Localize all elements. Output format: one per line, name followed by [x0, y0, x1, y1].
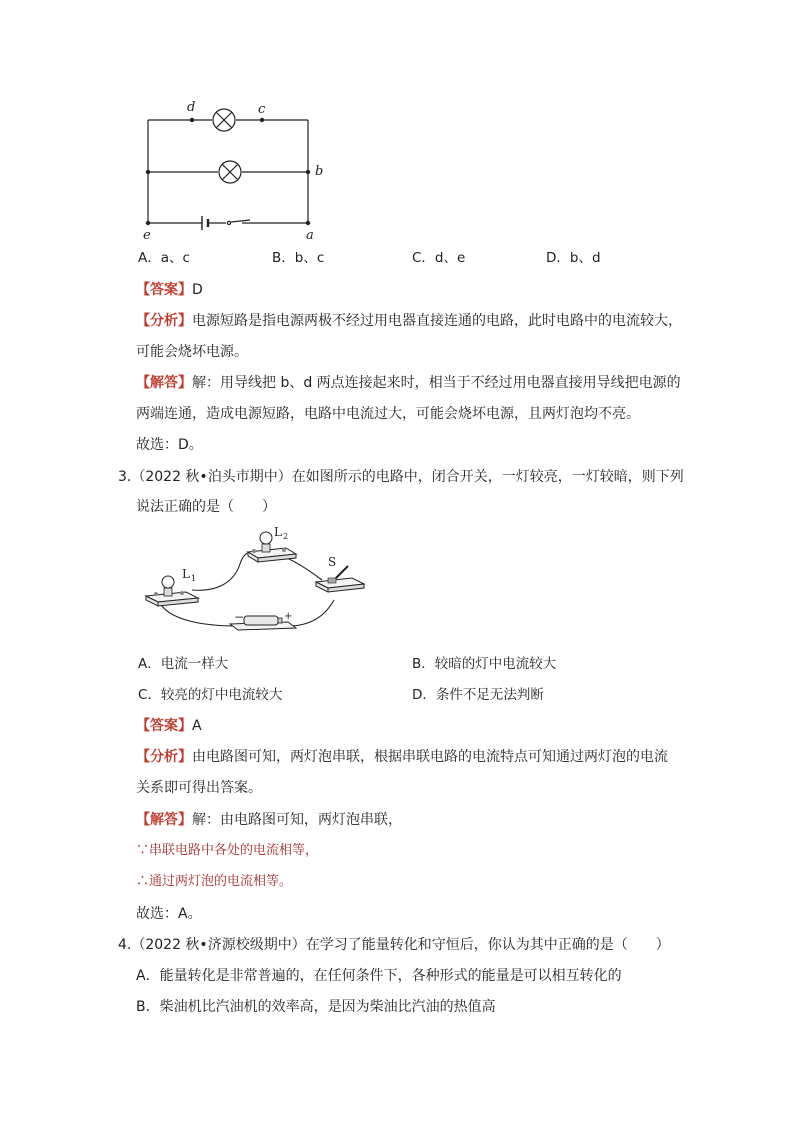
- q3-stem-line1: 3.（2022 秋•泊头市期中）在如图所示的电路中，闭合开关，一灯较亮，一灯较暗，则下列: [118, 469, 684, 485]
- q2-choose: 故选：D。: [136, 437, 203, 453]
- q3-stem-line2: 说法正确的是（ ）: [136, 499, 276, 515]
- analysis-text: 由电路图可知，两灯泡串联，根据串联电路的电流特点可知通过两灯泡的电流: [192, 749, 668, 765]
- label-minus: −: [234, 610, 245, 624]
- analysis-text: 电源短路是指电源两极不经过用电器直接连通的电路，此时电路中的电流较大，: [192, 313, 682, 329]
- solution-tag: 【解答】: [136, 812, 192, 828]
- q2-solution-line2: 两端连通，造成电源短路，电路中电流过大，可能会烧坏电源，且两灯泡均不亮。: [136, 406, 640, 422]
- q4-stem: 4.（2022 秋•济源校级期中）在学习了能量转化和守恒后，你认为其中正确的是（ ）: [118, 937, 670, 953]
- q4-option-a: A．能量转化是非常普遍的，在任何条件下，各种形式的能量是可以相互转化的: [136, 968, 622, 984]
- short-circuit-diagram: [130, 95, 340, 245]
- label-a: a: [306, 228, 314, 243]
- q3-analysis-line1: [136, 747, 668, 767]
- q3-therefore: ∴通过两灯泡的电流相等。: [136, 874, 293, 889]
- q3-option-a: A．电流一样大: [138, 656, 229, 672]
- label-b: b: [315, 164, 324, 179]
- solution-text: 解：用导线把 b、d 两点连接起来时，相当于不经过用电器直接用导线把电源的: [192, 375, 681, 391]
- label-plus: +: [284, 611, 293, 622]
- answer-tag: 【答案】: [136, 282, 192, 298]
- label-s: S: [328, 555, 337, 569]
- q3-because: ∵串联电路中各处的电流相等，: [136, 843, 319, 858]
- q3-solution-line1: [136, 810, 402, 830]
- series-circuit-figure: [138, 522, 370, 640]
- label-e: e: [143, 228, 151, 243]
- q4-option-b: B．柴油机比汽油机的效率高，是因为柴油比汽油的热值高: [136, 999, 496, 1015]
- q3-option-b: B．较暗的灯中电流较大: [412, 656, 557, 672]
- lamp-l2: [248, 532, 296, 562]
- q3-option-d: D．条件不足无法判断: [412, 687, 544, 703]
- answer-value: A: [192, 718, 202, 734]
- analysis-tag: 【分析】: [136, 313, 192, 329]
- q2-option-c: C．d、e: [412, 250, 466, 266]
- answer-value: D: [192, 282, 203, 298]
- q3-answer: [136, 716, 202, 736]
- q2-option-d: D．b、d: [546, 250, 601, 266]
- q3-option-c: C．较亮的灯中电流较大: [138, 687, 283, 703]
- label-d: d: [187, 100, 196, 115]
- q2-option-b: B．b、c: [272, 250, 325, 266]
- analysis-tag: 【分析】: [136, 749, 192, 765]
- solution-text: 解：由电路图可知，两灯泡串联，: [192, 812, 402, 828]
- q2-analysis-line2: 可能会烧坏电源。: [136, 344, 248, 360]
- q3-analysis-line2: 关系即可得出答案。: [136, 780, 262, 796]
- q2-analysis-line1: [136, 311, 682, 331]
- q2-answer: [136, 280, 203, 300]
- label-c: c: [258, 102, 266, 117]
- label-l1-sub: 1: [191, 574, 197, 583]
- label-l2-sub: 2: [283, 532, 289, 541]
- solution-tag: 【解答】: [136, 375, 192, 391]
- answer-tag: 【答案】: [136, 718, 192, 734]
- label-l1: L: [182, 567, 190, 581]
- q2-option-a: A．a、c: [138, 250, 190, 266]
- q2-solution-line1: [136, 373, 681, 393]
- label-l2: L: [274, 525, 282, 539]
- q3-choose: 故选：A。: [136, 906, 202, 922]
- switch-s: [316, 566, 364, 592]
